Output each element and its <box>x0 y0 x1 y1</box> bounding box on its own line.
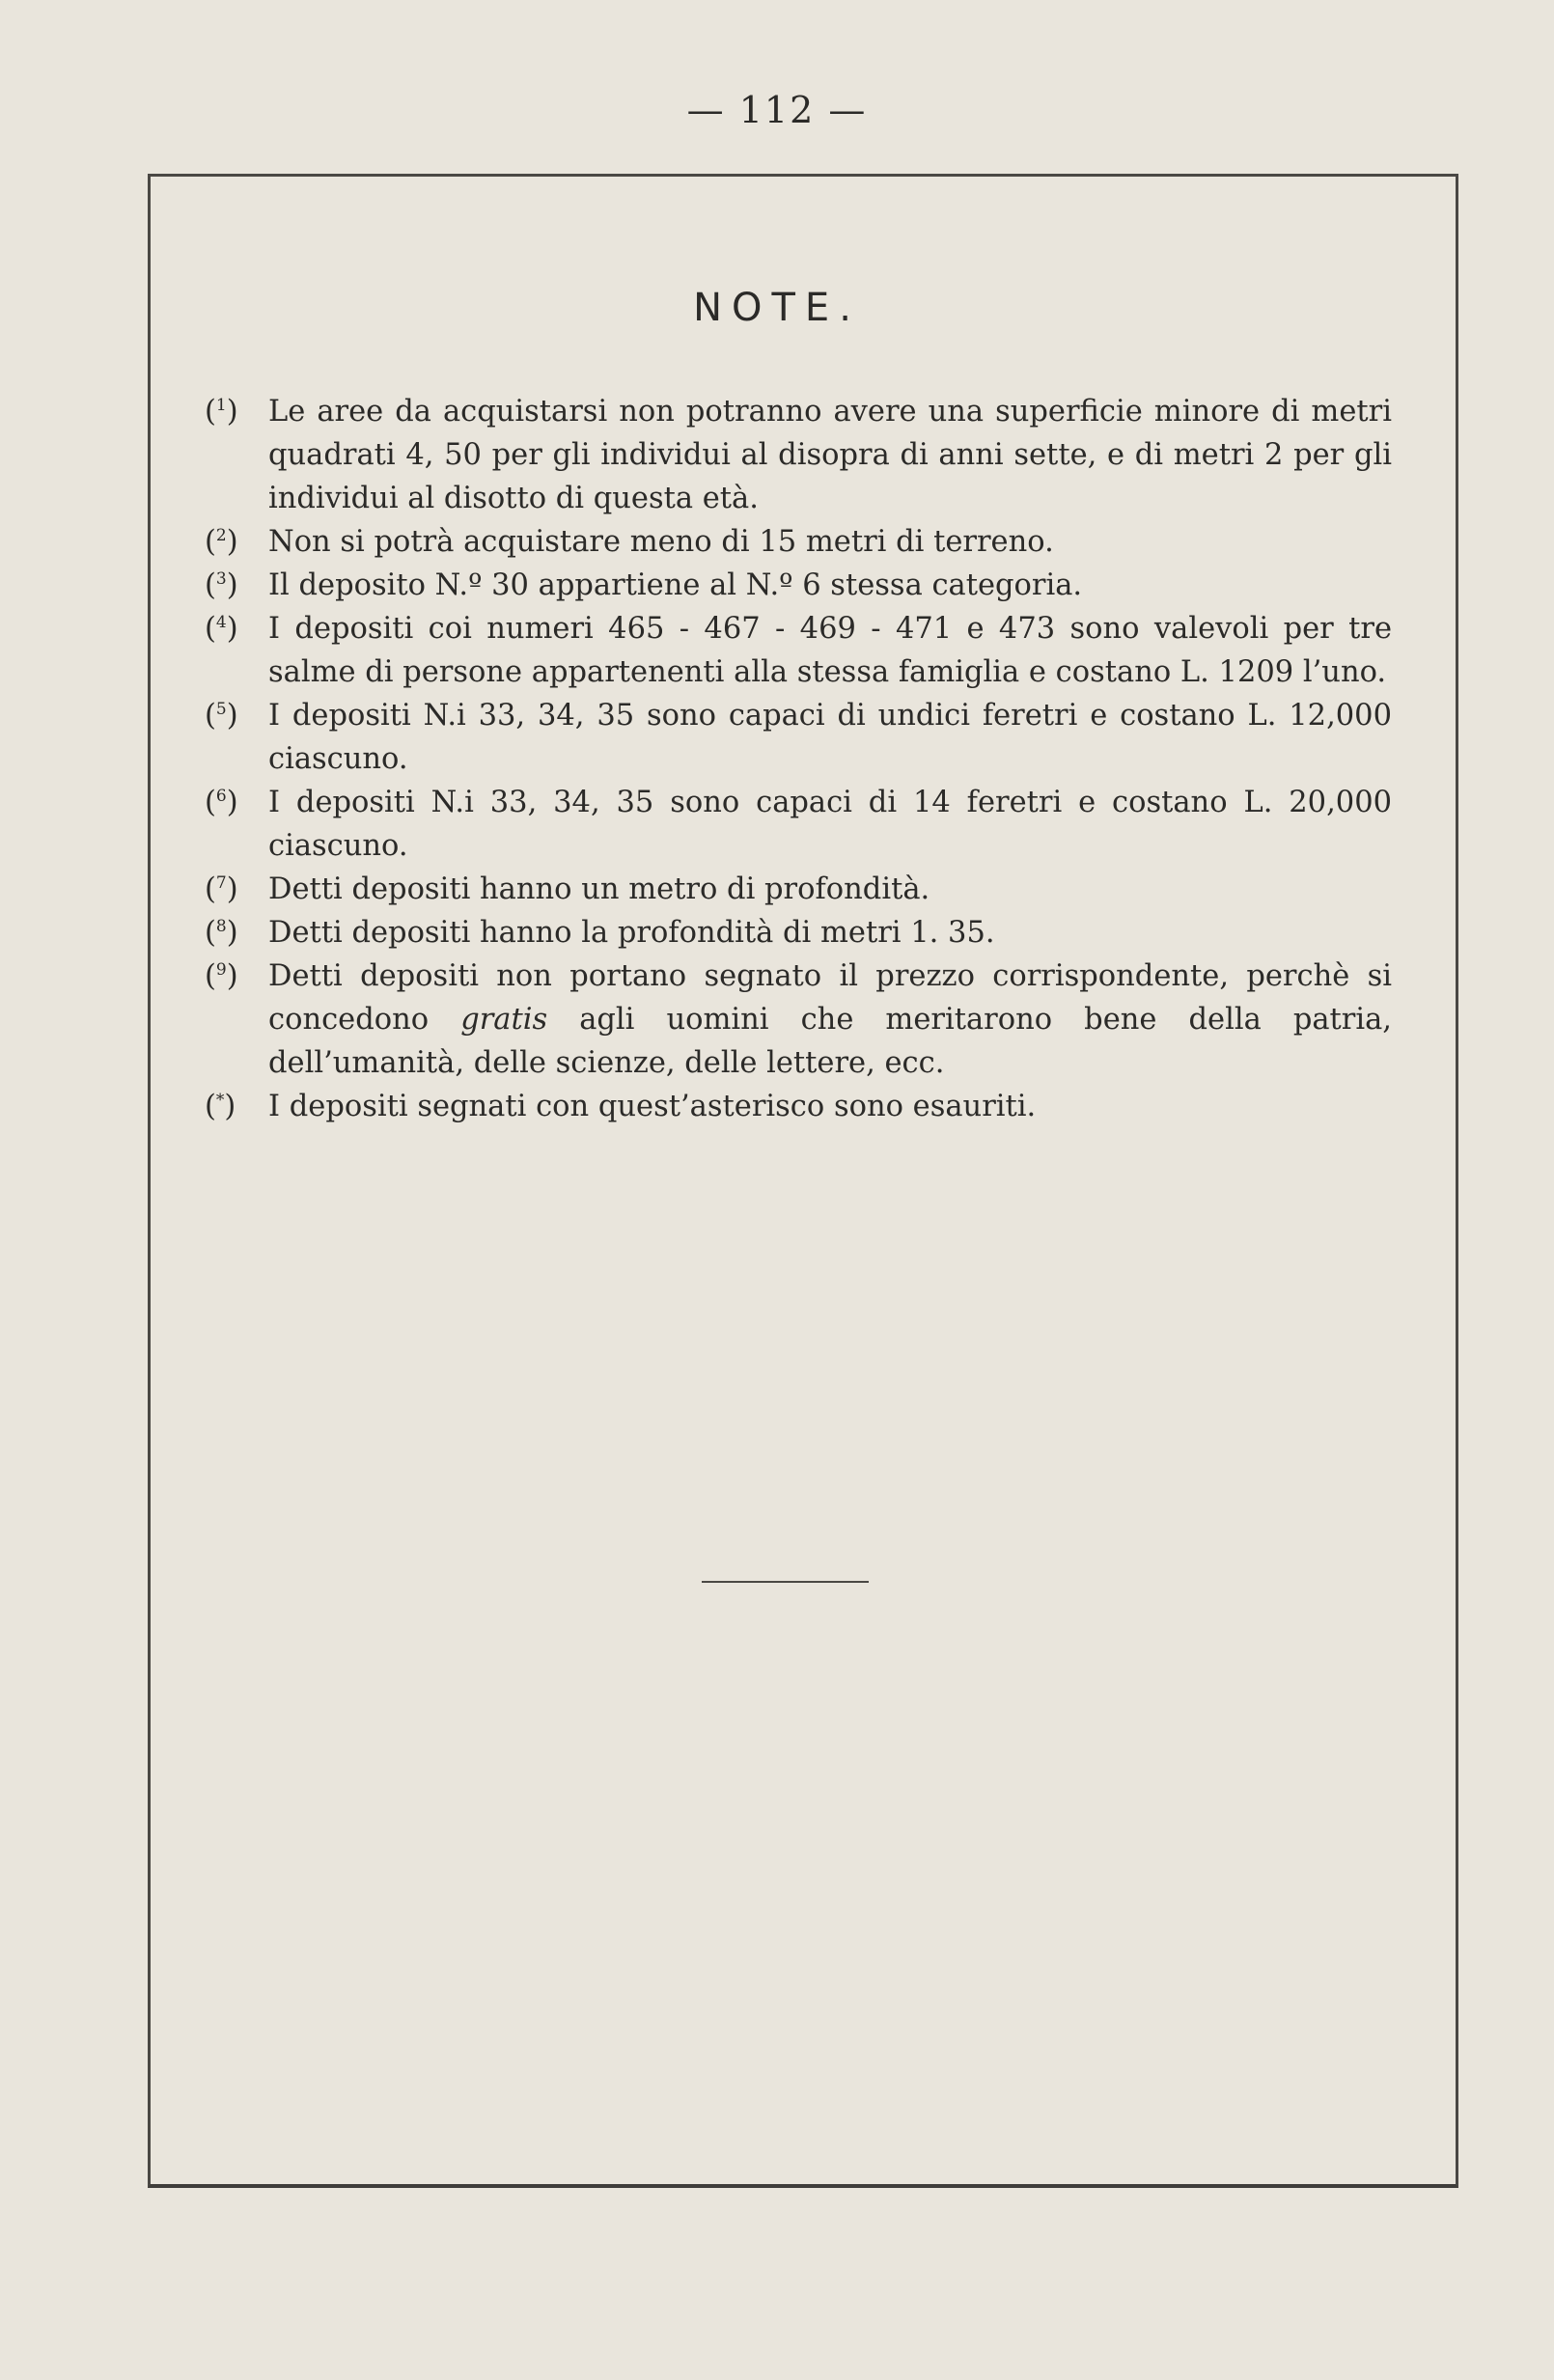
note-marker: ($^5$) <box>205 699 238 733</box>
note-marker: ($^4$) <box>205 612 238 646</box>
note-8 <box>205 911 1392 955</box>
notes-heading: NOTE. <box>693 286 861 330</box>
note-text: Non si potrà acquistare meno di 15 metri di terreno. <box>268 525 1054 559</box>
note-2 <box>205 520 1392 564</box>
note-text: I depositi segnati con quest’asterisco sono esauriti. <box>268 1090 1037 1123</box>
note-italic-word: gratis <box>460 1003 548 1037</box>
note-marker: ($^8$) <box>205 916 238 950</box>
note-3 <box>205 564 1392 607</box>
note-text: Il deposito N.º 30 appartiene al N.º 6 stessa categoria. <box>268 568 1083 602</box>
notes-list <box>205 390 1392 1128</box>
note-6 <box>205 781 1392 868</box>
note-text: Detti depositi hanno un metro di profondità. <box>268 872 930 906</box>
note-asterisk <box>205 1085 1392 1128</box>
note-text: Detti depositi non portano segnato il prezzo corrispondente, perchè si concedono gratis agli uomini che meritarono bene della patria, dell’umanità, delle scienze, delle lettere, ecc. <box>268 959 1392 1080</box>
note-text: Detti depositi hanno la profondità di metri 1. 35. <box>268 916 995 950</box>
note-4 <box>205 607 1392 694</box>
end-rule-divider <box>702 1581 869 1583</box>
note-marker: ($^6$) <box>205 786 238 819</box>
note-7 <box>205 868 1392 911</box>
page-number: — 112 — <box>686 89 868 131</box>
note-marker: ($^1$) <box>205 395 238 429</box>
note-marker: (*) <box>205 1090 236 1123</box>
note-marker: ($^7$) <box>205 872 238 906</box>
note-marker: ($^3$) <box>205 568 238 602</box>
note-text: Le aree da acquistarsi non potranno avere una superficie minore di metri quadrati 4, 50 per gli individui al disopra di anni sette, e di metri 2 per gli individui al disotto di questa età. <box>268 395 1392 515</box>
note-5 <box>205 694 1392 781</box>
note-text: I depositi N.i 33, 34, 35 sono capaci di undici feretri e costano L. 12,000 ciascuno. <box>268 699 1392 776</box>
note-marker: ($^9$) <box>205 959 238 993</box>
note-marker: ($^2$) <box>205 525 238 559</box>
note-9 <box>205 955 1392 1085</box>
note-1 <box>205 390 1392 520</box>
note-text: I depositi N.i 33, 34, 35 sono capaci di 14 feretri e costano L. 20,000 ciascuno. <box>268 786 1392 863</box>
note-text: I depositi coi numeri 465 - 467 - 469 - 471 e 473 sono valevoli per tre salme di persone appartenenti alla stessa famiglia e costano L. 1209 l’uno. <box>268 612 1392 689</box>
